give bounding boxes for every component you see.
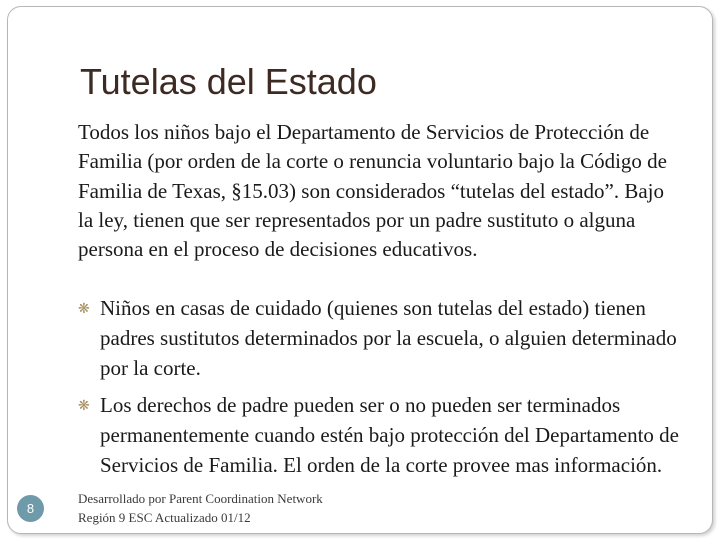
leaf-bullet-icon: ❋ bbox=[78, 301, 90, 317]
bullet-item bbox=[78, 391, 700, 480]
page-number-badge: 8 bbox=[17, 495, 44, 522]
slide-title: Tutelas del Estado bbox=[80, 61, 377, 102]
bullet-text: Niños en casas de cuidado (quienes son tutelas del estado) tienen padres sustitutos determinados por la escuela, o alguien determinado por la corte. bbox=[100, 296, 677, 380]
footer-line-1: Desarrollado por Parent Coordination Network bbox=[78, 491, 323, 506]
bullet-text: Los derechos de padre pueden ser o no pueden ser terminados permanentemente cuando estén bajo protección del Departamento de Servicios de Familia. El orden de la corte provee mas información. bbox=[100, 393, 679, 477]
footer-line-2: Región 9 ESC Actualizado 01/12 bbox=[78, 510, 251, 525]
bullet-item bbox=[78, 294, 700, 383]
footer bbox=[78, 489, 323, 527]
body-paragraph: Todos los niños bajo el Departamento de Servicios de Protección de Familia (por orden de la corte o renuncia voluntario bajo la Código de Familia de Texas, §15.03) son considerados “tutelas del estado”. Bajo la ley, tienen que ser representados por un padre sustituto o alguna persona en el proceso de decisiones educativos. bbox=[78, 120, 667, 262]
leaf-bullet-icon: ❋ bbox=[78, 398, 90, 414]
